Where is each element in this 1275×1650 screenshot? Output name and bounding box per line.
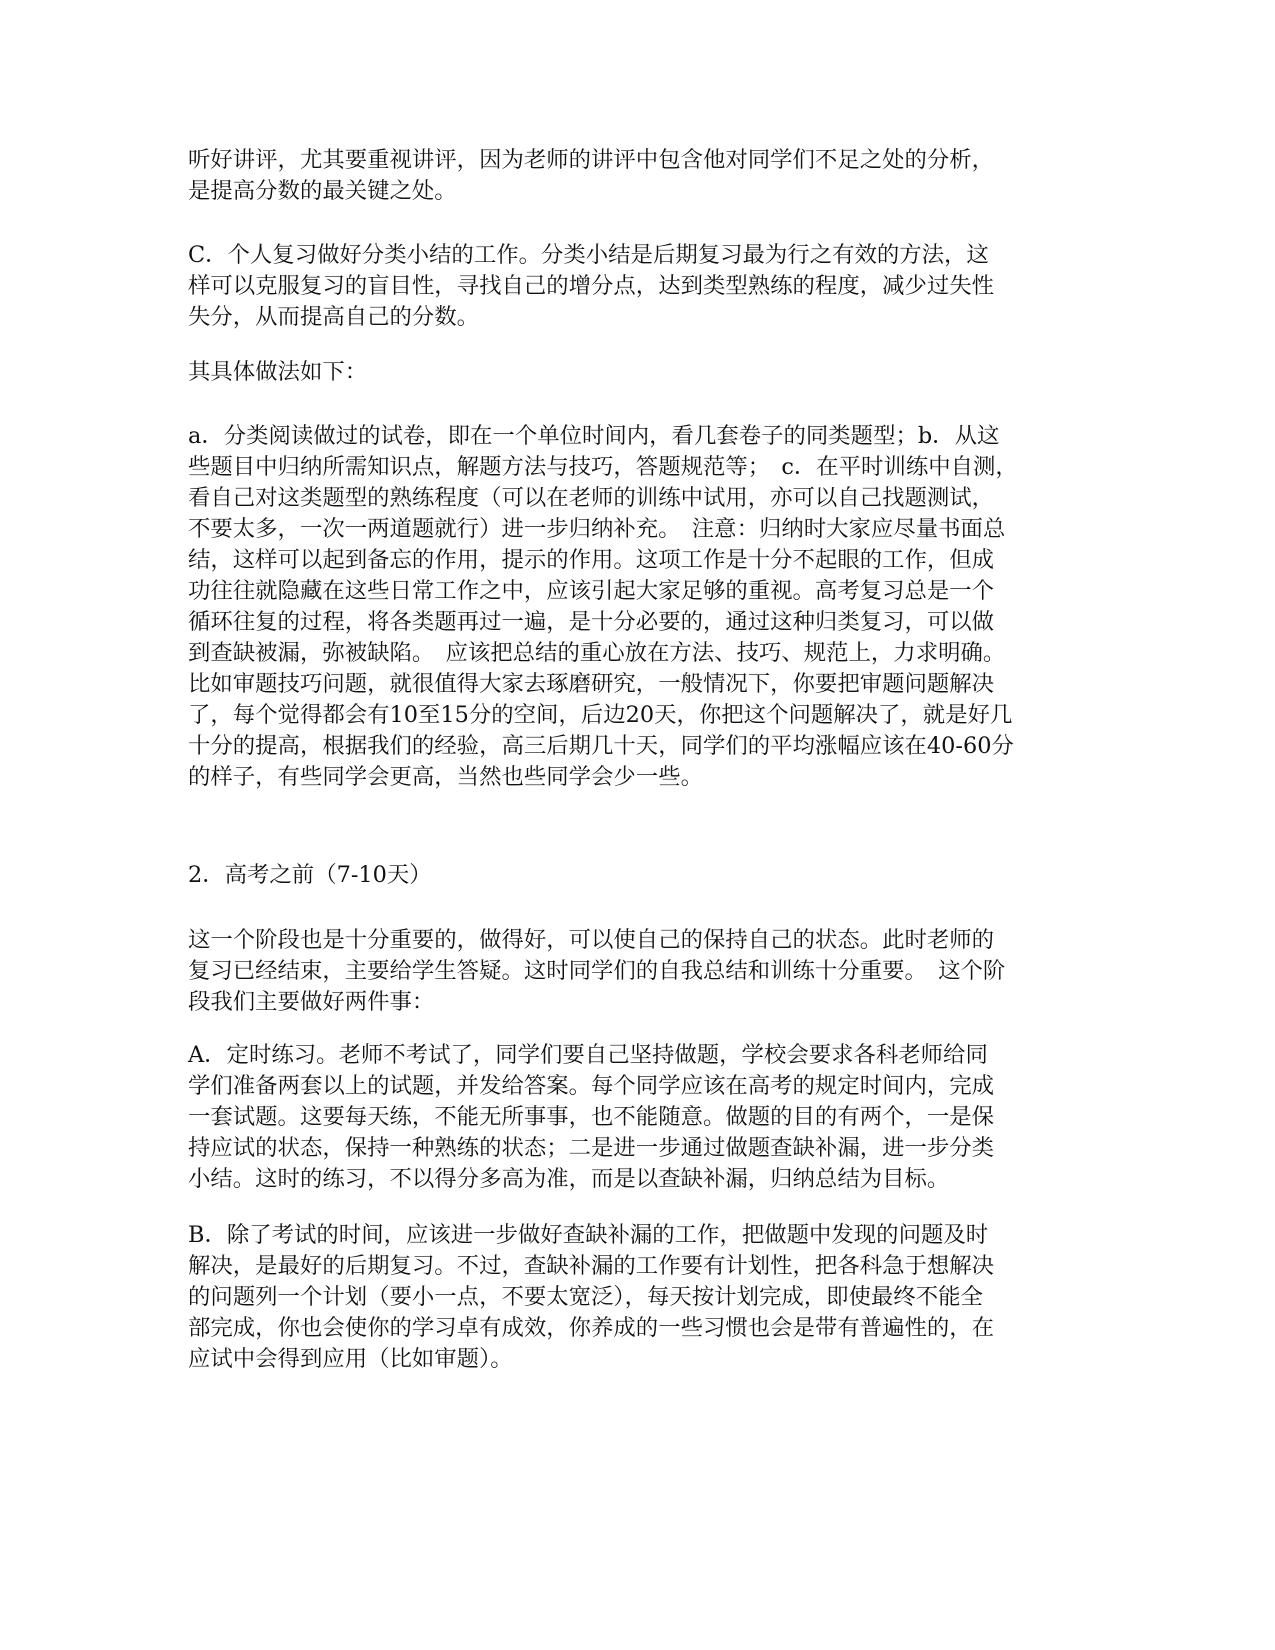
text-line: 看自己对这类题型的熟练程度（可以在老师的训练中试用，亦可以自己找题测试，: [188, 485, 995, 511]
text-line: C．个人复习做好分类小结的工作。分类小结是后期复习最为行之有效的方法，这: [188, 242, 989, 268]
text-line: 结，这样可以起到备忘的作用，提示的作用。这项工作是十分不起眼的工作，但成: [188, 547, 995, 573]
paragraph-section-a: [188, 1040, 1088, 1195]
text-line: a．分类阅读做过的试卷，即在一个单位时间内，看几套卷子的同类题型；b．从这: [188, 423, 1000, 449]
text-line: 应试中会得到应用（比如审题）。: [188, 1346, 513, 1372]
text-line: 一套试题。这要每天练，不能无所事事，也不能随意。做题的目的有两个，一是保: [188, 1104, 995, 1130]
text-line: 十分的提高，根据我们的经验，高三后期几十天，同学们的平均涨幅应该在40-60分: [188, 733, 1014, 759]
text-line: A．定时练习。老师不考试了，同学们要自己坚持做题，学校会要求各科老师给同: [188, 1042, 988, 1068]
text-line: 这一个阶段也是十分重要的，做得好，可以使自己的保持自己的状态。此时老师的: [188, 927, 995, 953]
text-line: 功往往就隐藏在这些日常工作之中，应该引起大家足够的重视。高考复习总是一个: [188, 578, 995, 604]
paragraph-stage-intro: [188, 925, 1088, 1018]
text-line: 持应试的状态，保持一种熟练的状态；二是进一步通过做题查缺补漏，进一步分类: [188, 1135, 995, 1161]
paragraph-section-c: [188, 240, 1088, 333]
text-line: 小结。这时的练习，不以得分多高为准，而是以查缺补漏，归纳总结为目标。: [188, 1166, 950, 1192]
text-line: 是提高分数的最关键之处。: [188, 178, 457, 204]
text-line: 其具体做法如下：: [188, 359, 368, 385]
text-line: 复习已经结束，主要给学生答疑。这时同学们的自我总结和训练十分重要。 这个阶: [188, 958, 1006, 984]
text-line: 不要太多，一次一两道题就行）进一步归纳补充。 注意：归纳时大家应尽量书面总: [188, 516, 1006, 542]
paragraph-review-importance: [188, 145, 1088, 207]
text-line: 比如审题技巧问题，就很值得大家去琢磨研究，一般情况下，你要把审题问题解决: [188, 671, 995, 697]
text-line: 的样子，有些同学会更高，当然也些同学会少一些。: [188, 764, 703, 790]
text-line: 学们准备两套以上的试题，并发给答案。每个同学应该在高考的规定时间内，完成: [188, 1073, 995, 1099]
text-line: 样可以克服复习的盲目性，寻找自己的增分点，达到类型熟练的程度，减少过失性: [188, 273, 995, 299]
paragraph-section-b: [188, 1220, 1088, 1375]
text-line: 段我们主要做好两件事：: [188, 989, 435, 1015]
text-line: 听好讲评，尤其要重视讲评，因为老师的讲评中包含他对同学们不足之处的分析，: [188, 147, 995, 173]
text-line: B．除了考试的时间，应该进一步做好查缺补漏的工作，把做题中发现的问题及时: [188, 1222, 989, 1248]
text-line: 部完成，你也会使你的学习卓有成效，你养成的一些习惯也会是带有普遍性的，在: [188, 1315, 995, 1341]
text-line: 解决，是最好的后期复习。不过，查缺补漏的工作要有计划性，把各科急于想解决: [188, 1253, 995, 1279]
text-line: 循环往复的过程，将各类题再过一遍，是十分必要的，通过这种归类复习，可以做: [188, 609, 995, 635]
paragraph-method-details: [188, 421, 1088, 793]
text-line: 些题目中归纳所需知识点，解题方法与技巧，答题规范等； c．在平时训练中自测，: [188, 454, 1018, 480]
text-line: 了，每个觉得都会有10至15分的空间，后边20天，你把这个问题解决了，就是好几: [188, 702, 1013, 728]
paragraph-method-intro: [188, 357, 1088, 388]
section-heading: 2．高考之前（7-10天）: [188, 862, 432, 888]
text-line: 到查缺被漏，弥被缺陷。 应该把总结的重心放在方法、技巧、规范上，力求明确。: [188, 640, 1006, 666]
text-line: 的问题列一个计划（要小一点，不要太宽泛），每天按计划完成，即使最终不能全: [188, 1284, 983, 1310]
text-line: 失分，从而提高自己的分数。: [188, 304, 480, 330]
